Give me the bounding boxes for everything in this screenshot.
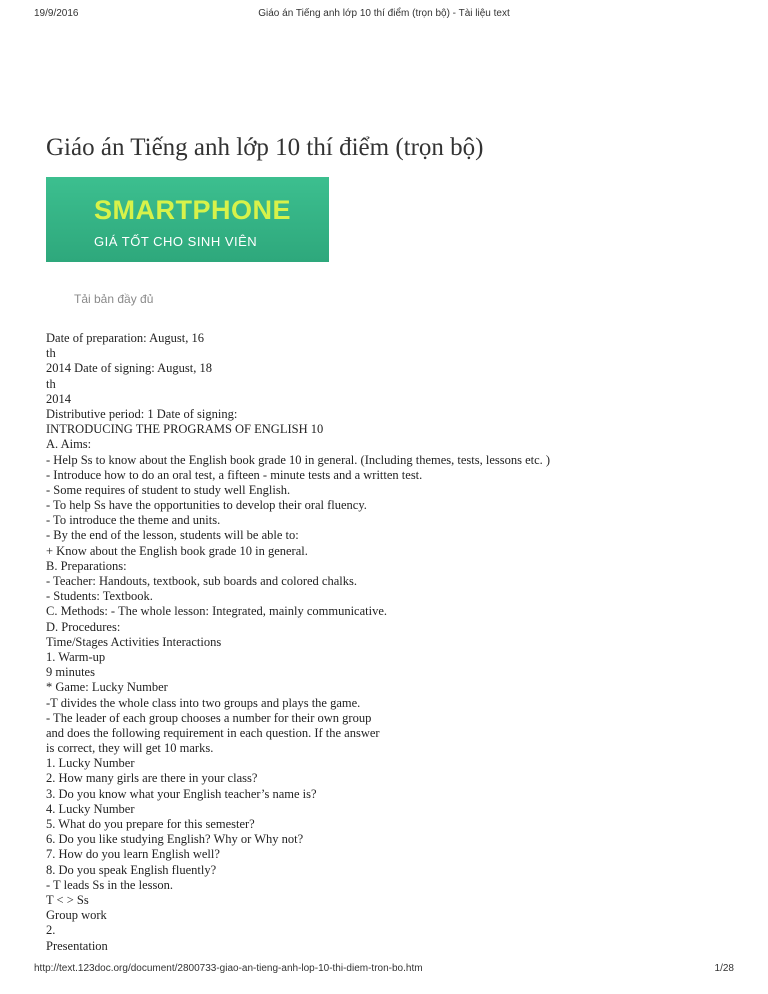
text-line: - By the end of the lesson, students will be able to: — [46, 528, 299, 543]
text-line: 2. — [46, 923, 56, 938]
text-line: Distributive period: 1 Date of signing: — [46, 406, 238, 421]
print-date: 19/9/2016 — [34, 8, 79, 19]
text-line: 4. Lucky Number — [46, 801, 135, 816]
print-header — [0, 8, 768, 22]
text-line: C. Methods: - The whole lesson: Integrated, mainly communicative. — [46, 604, 388, 619]
text-line: A. Aims: — [46, 437, 92, 452]
document-body — [46, 331, 746, 954]
text-line: Presentation — [46, 938, 108, 953]
text-line: T < > Ss — [46, 892, 89, 907]
text-line: 9 minutes — [46, 665, 95, 680]
page-title: Giáo án Tiếng anh lớp 10 thí điểm (trọn bộ) — [46, 134, 484, 161]
text-line: 2014 — [46, 391, 71, 406]
text-line: Time/Stages Activities Interactions — [46, 634, 222, 649]
banner-subtitle: GIÁ TỐT CHO SINH VIÊN — [94, 234, 258, 249]
text-line: th — [46, 346, 56, 361]
text-line: - Students: Textbook. — [46, 589, 153, 604]
text-line: * Game: Lucky Number — [46, 680, 168, 695]
text-line: 1. Warm-up — [46, 649, 106, 664]
text-line: and does the following requirement in each question. If the answer — [46, 725, 380, 740]
text-line: D. Procedures: — [46, 619, 121, 634]
print-page-number: 1/28 — [714, 963, 734, 974]
text-line: - The leader of each group chooses a number for their own group — [46, 710, 372, 725]
text-line: - Some requires of student to study well English. — [46, 482, 291, 497]
text-line: 5. What do you prepare for this semester? — [46, 817, 255, 831]
text-line: - T leads Ss in the lesson. — [46, 877, 173, 892]
text-line: - To introduce the theme and units. — [46, 513, 221, 528]
text-line: 8. Do you speak English fluently? — [46, 862, 217, 877]
text-line: Group work — [46, 908, 107, 923]
smartphone-ad-banner[interactable] — [46, 177, 329, 262]
text-line: 6. Do you like studying English? Why or Why not? — [46, 832, 304, 847]
text-line: 7. How do you learn English well? — [46, 847, 220, 862]
text-line: 2. How many girls are there in your class? — [46, 771, 258, 786]
text-line: + Know about the English book grade 10 in general. — [46, 543, 308, 558]
text-line: - Teacher: Handouts, textbook, sub boards and colored chalks. — [46, 574, 357, 588]
text-line: -T divides the whole class into two groups and plays the game. — [46, 695, 361, 710]
download-full-link[interactable]: Tải bản đầy đủ — [74, 292, 154, 306]
text-line: Date of preparation: August, 16 — [46, 331, 204, 345]
text-line: B. Preparations: — [46, 558, 127, 573]
banner-headline: SMARTPHONE — [94, 195, 292, 225]
text-line: 1. Lucky Number — [46, 756, 135, 771]
text-line: - To help Ss have the opportunities to develop their oral fluency. — [46, 498, 367, 513]
text-line: INTRODUCING THE PROGRAMS OF ENGLISH 10 — [46, 422, 324, 437]
text-line: th — [46, 376, 56, 391]
print-page-title: Giáo án Tiếng anh lớp 10 thí điểm (trọn bộ) - Tài liệu text — [258, 8, 510, 19]
text-line: 2014 Date of signing: August, 18 — [46, 361, 212, 376]
text-line: - Introduce how to do an oral test, a fifteen - minute tests and a written test. — [46, 467, 423, 482]
text-line: - Help Ss to know about the English book grade 10 in general. (Including themes, tests, lessons etc. ) — [46, 452, 551, 467]
text-line: is correct, they will get 10 marks. — [46, 741, 214, 756]
text-line: 3. Do you know what your English teacher’s name is? — [46, 786, 317, 801]
print-url: http://text.123doc.org/document/2800733-giao-an-tieng-anh-lop-10-thi-diem-tron-bo.htm — [34, 963, 423, 974]
print-footer — [0, 963, 768, 977]
